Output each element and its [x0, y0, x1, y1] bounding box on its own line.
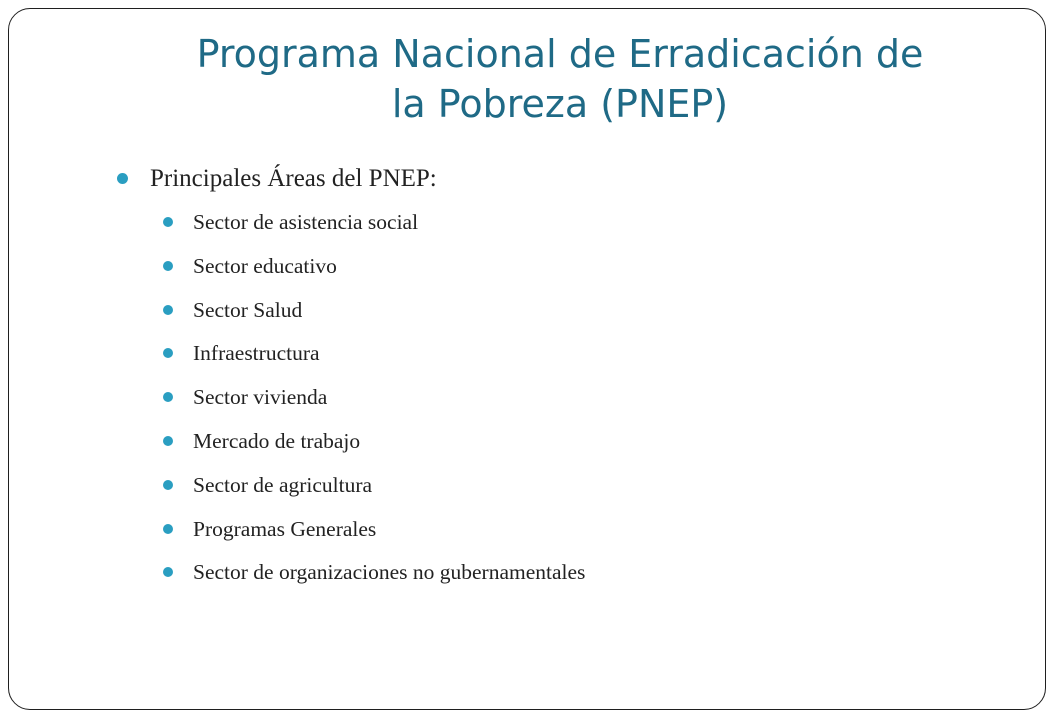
slide-content [114, 157, 994, 595]
slide-title [9, 29, 1056, 129]
list-item [114, 332, 994, 376]
title-line-1: Programa Nacional de Erradicación de [196, 32, 924, 76]
list-item-text: Mercado de trabajo [193, 428, 361, 453]
list-item-text: Sector Salud [193, 297, 303, 322]
list-item-text: Programas Generales [193, 516, 377, 541]
list-item [114, 420, 994, 464]
bullet-dot-icon [163, 348, 173, 358]
bullet-dot-icon [117, 173, 128, 184]
bullet-dot-icon [163, 436, 173, 446]
list-item-text: Sector de asistencia social [193, 210, 419, 234]
list-item [114, 551, 994, 595]
bullet-dot-icon [163, 392, 173, 402]
list-item [114, 508, 994, 552]
bullet-dot-icon [163, 524, 173, 534]
list-item-text: Infraestructura [193, 341, 320, 366]
sub-bullet-list [114, 201, 994, 595]
list-item-text: Sector vivienda [193, 385, 328, 410]
bullet-dot-icon [163, 217, 173, 227]
list-item [114, 464, 994, 508]
list-item [114, 376, 994, 420]
bullet-dot-icon [163, 480, 173, 490]
list-item-text: Sector de agricultura [193, 472, 373, 497]
list-item [114, 201, 994, 245]
bullet-dot-icon [163, 305, 173, 315]
list-item [114, 245, 994, 289]
bullet-dot-icon [163, 567, 173, 577]
bullet-heading [114, 157, 994, 201]
list-item-text: Sector educativo [193, 253, 337, 278]
list-item-text: Sector de organizaciones no gubernamentales [193, 560, 586, 585]
list-item [114, 289, 994, 333]
bullet-dot-icon [163, 261, 173, 271]
title-line-2: la Pobreza (PNEP) [391, 82, 729, 126]
bullet-heading-text: Principales Áreas del PNEP: [150, 165, 437, 192]
